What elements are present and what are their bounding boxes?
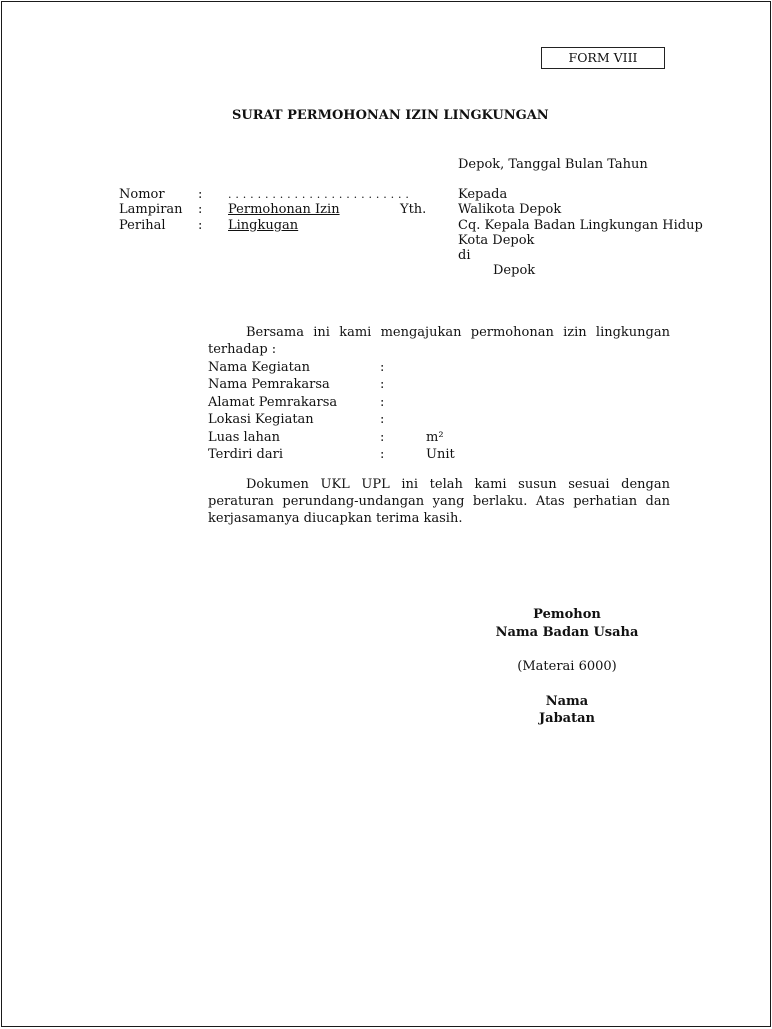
recipient-line-6: Depok <box>493 263 536 278</box>
recipient-line-4: Kota Depok <box>458 233 535 248</box>
field-separator: : <box>380 430 385 445</box>
lampiran-label: Lampiran <box>119 202 183 217</box>
nomor-value: . . . . . . . . . . . . . . . . . . . . . . . . . <box>228 188 410 201</box>
field-label: Terdiri dari <box>208 447 283 462</box>
field-separator: : <box>380 447 385 462</box>
perihal-value: Lingkugan <box>228 218 299 233</box>
closing-paragraph: Dokumen UKL UPL ini telah kami susun sesuai dengan peraturan perundang-undangan yang berlaku. Atas perhatian dan kerjasamanya diucapkan terima kasih. <box>208 477 670 526</box>
body-opening-continued: terhadap : <box>208 342 277 357</box>
field-label: Alamat Pemrakarsa <box>208 395 338 410</box>
recipient-line-2: Walikota Depok <box>458 202 562 217</box>
field-separator: : <box>380 395 385 410</box>
field-label: Luas lahan <box>208 430 280 445</box>
signature-company: Nama Badan Usaha <box>495 625 639 640</box>
form-label-box <box>541 47 665 69</box>
field-label: Nama Kegiatan <box>208 360 310 375</box>
signature-name: Nama <box>545 694 589 709</box>
field-unit: Unit <box>426 447 455 462</box>
lampiran-value: Permohonan Izin <box>228 202 340 217</box>
field-separator: : <box>380 412 385 427</box>
document-title: SURAT PERMOHONAN IZIN LINGKUNGAN <box>232 108 549 123</box>
field-separator: : <box>380 377 385 392</box>
field-label: Nama Pemrakarsa <box>208 377 330 392</box>
recipient-line-3: Cq. Kepala Badan Lingkungan Hidup <box>458 218 703 233</box>
recipient-line-1: Kepada <box>458 187 508 202</box>
form-label: FORM VIII <box>568 50 638 65</box>
signature-role: Pemohon <box>533 607 601 622</box>
signature-stamp: (Materai 6000) <box>517 659 617 674</box>
place-date: Depok, Tanggal Bulan Tahun <box>458 157 648 172</box>
yth-label: Yth. <box>400 202 427 217</box>
document-page <box>1 1 771 1027</box>
field-unit: m² <box>426 430 444 445</box>
nomor-label: Nomor <box>119 187 165 202</box>
signature-position: Jabatan <box>539 711 595 726</box>
perihal-label: Perihal <box>119 218 166 233</box>
body-opening: Bersama ini kami mengajukan permohonan izin lingkungan <box>246 325 670 340</box>
nomor-separator: : <box>198 187 203 202</box>
field-separator: : <box>380 360 385 375</box>
lampiran-separator: : <box>198 202 203 217</box>
recipient-line-5: di <box>458 248 471 263</box>
field-label: Lokasi Kegiatan <box>208 412 314 427</box>
perihal-separator: : <box>198 218 203 233</box>
